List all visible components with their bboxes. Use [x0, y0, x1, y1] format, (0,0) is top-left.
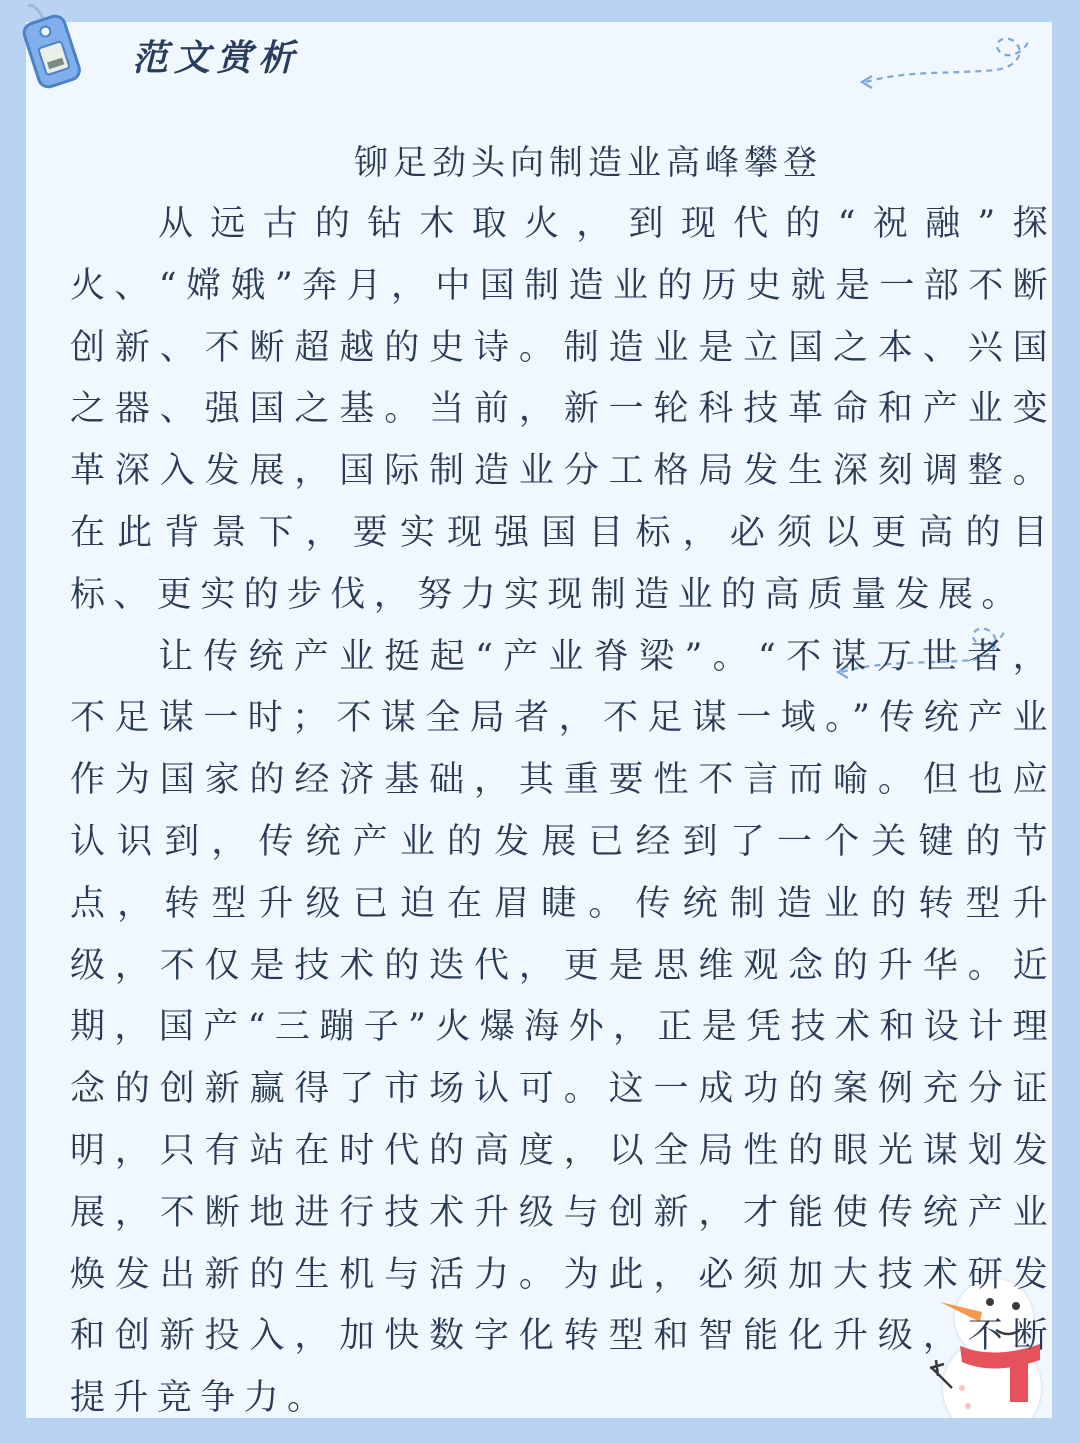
article: [70, 134, 1056, 1430]
article-title: 铆足劲头向制造业高峰攀登: [354, 143, 822, 183]
luggage-tag-icon: [14, 0, 88, 96]
article-paragraph: 从远古的钻木取火，到现代的“祝融”探火、“嫦娥”奔月，中国制造业的历史就是一部不断创新、不断超越的史诗。制造业是立国之本、兴国之器、强国之基。当前，新一轮科技革命和产业变革深入发展，国际制造业分工格局发生深刻调整。在此背景下，要实现强国目标，必须以更高的目标、更实的步伐，努力实现制造业的高质量发展。: [70, 204, 1056, 615]
dashed-swirl-arrow-icon: [836, 30, 1036, 110]
article-paragraph: 让传统产业挺起“产业脊梁”。“不谋万世者，不足谋一时；不谋全局者，不足谋一域。”传统产业作为国家的经济基础，其重要性不言而喻。但也应认识到，传统产业的发展已经到了一个关键的节点，转型升级已迫在眉睫。传统制造业的转型升级，不仅是技术的迭代，更是思维观念的升华。近期，国产“三蹦子”火爆海外，正是凭技术和设计理念的创新赢得了市场认可。这一成功的案例充分证明，只有站在时代的高度，以全局性的眼光谋划发展，不断地进行技术升级与创新，才能使传统产业焕发出新的生机与活力。为此，必须加大技术研发和创新投入，加快数字化转型和智能化升级，不断提升竞争力。: [70, 636, 1056, 1419]
section-header: 范文赏析: [132, 37, 301, 79]
paper-card: [26, 22, 1056, 1419]
